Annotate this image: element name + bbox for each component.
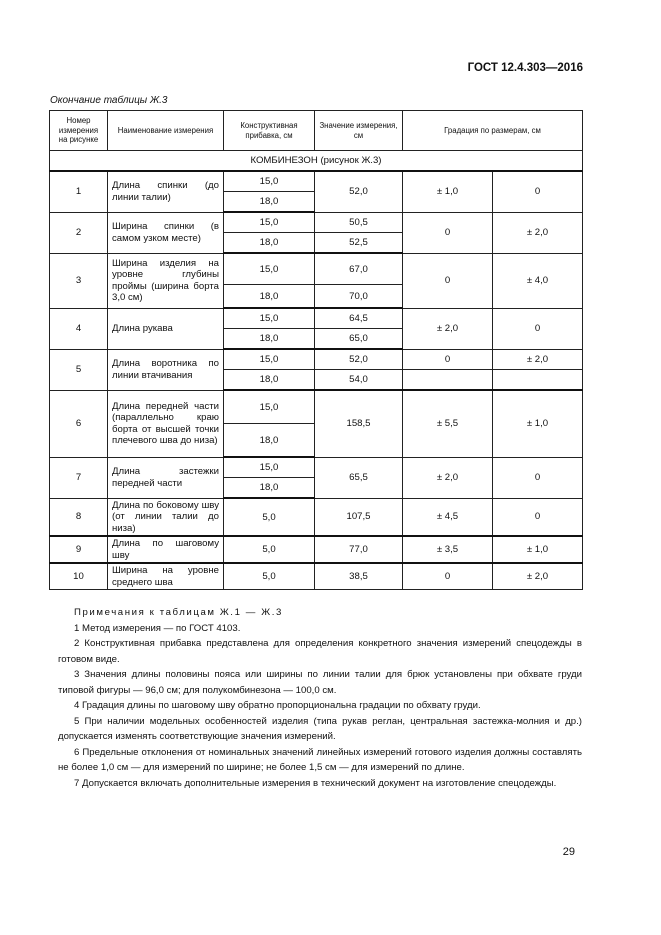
gradation-cell: ± 4,0 xyxy=(493,253,583,308)
measurement-name: Длина по боковому шву (от линии талии до низа) xyxy=(108,498,224,536)
gradation-cell: 0 xyxy=(403,212,493,253)
allowance-cell: 15,0 xyxy=(224,457,315,478)
row-number: 6 xyxy=(50,390,108,457)
row-number: 9 xyxy=(50,536,108,563)
value-cell: 158,5 xyxy=(315,390,403,457)
gradation-cell: ± 2,0 xyxy=(493,563,583,590)
gradation-cell: ± 1,0 xyxy=(403,171,493,212)
allowance-cell: 5,0 xyxy=(224,498,315,536)
note-item: 5 При наличии модельных особенностей изделия (типа рукав реглан, центральная застежка-молния и др.) допускается изменять соответствующие значения измерений. xyxy=(58,715,582,742)
row-number: 2 xyxy=(50,212,108,253)
col-header-allowance: Конструктивная прибавка, см xyxy=(224,111,315,151)
row-number: 7 xyxy=(50,457,108,498)
gradation-cell: ± 1,0 xyxy=(493,536,583,563)
note-item: 3 Значения длины половины пояса или ширины по линии талии для брюк установлены при обхвате груди типовой фигуры — 96,0 см; для полукомбинезона — 100,0 см. xyxy=(58,669,582,696)
value-cell: 65,5 xyxy=(315,457,403,498)
allowance-cell: 5,0 xyxy=(224,536,315,563)
allowance-cell: 15,0 xyxy=(224,349,315,370)
allowance-cell: 18,0 xyxy=(224,478,315,499)
gradation-cell: 0 xyxy=(493,308,583,349)
measurements-table xyxy=(49,110,583,590)
allowance-cell: 15,0 xyxy=(224,253,315,285)
allowance-cell: 18,0 xyxy=(224,285,315,309)
note-item: 4 Градация длины по шаговому шву обратно пропорциональна градации по обхвату груди. xyxy=(74,700,481,711)
gradation-cell: ± 2,0 xyxy=(403,457,493,498)
value-cell: 64,5 xyxy=(315,308,403,329)
note-item: 7 Допускается включать дополнительные измерения в технический документ на изготовление спецодежды. xyxy=(74,777,557,789)
gradation-cell: 0 xyxy=(403,349,493,370)
note-item: 1 Метод измерения — по ГОСТ 4103. xyxy=(74,622,241,634)
allowance-cell: 18,0 xyxy=(224,233,315,254)
gradation-cell: ± 1,0 xyxy=(493,390,583,457)
gradation-cell: 0 xyxy=(493,498,583,536)
table-caption: Окончание таблицы Ж.3 xyxy=(50,95,168,106)
measurement-name: Длина передней части (параллельно краю борта от высшей точки плечевого шва до низа) xyxy=(108,390,224,457)
value-cell: 52,5 xyxy=(315,233,403,254)
value-cell: 52,0 xyxy=(315,349,403,370)
gradation-cell: ± 2,0 xyxy=(493,349,583,370)
row-number: 10 xyxy=(50,563,108,590)
document-code: ГОСТ 12.4.303—2016 xyxy=(467,62,583,74)
value-cell: 107,5 xyxy=(315,498,403,536)
gradation-cell: ± 5,5 xyxy=(403,390,493,457)
note-item: 6 Предельные отклонения от номинальных значений линейных измерений готового изделия должны составлять не более 1,0 см — для измерений по ширине; не более 1,5 см — для измерений по длине. xyxy=(58,746,582,773)
row-number: 8 xyxy=(50,498,108,536)
measurement-name: Длина воротника по линии втачивания xyxy=(108,349,224,390)
allowance-cell: 15,0 xyxy=(224,308,315,329)
gradation-cell-empty xyxy=(403,370,493,391)
col-header-value: Значение измерения, см xyxy=(315,111,403,151)
value-cell: 52,0 xyxy=(315,171,403,212)
gradation-cell: 0 xyxy=(493,171,583,212)
gradation-cell: ± 2,0 xyxy=(403,308,493,349)
value-cell: 70,0 xyxy=(315,285,403,309)
gradation-cell: ± 4,5 xyxy=(403,498,493,536)
value-cell: 67,0 xyxy=(315,253,403,285)
row-number: 1 xyxy=(50,171,108,212)
allowance-cell: 18,0 xyxy=(224,424,315,458)
measurement-name: Ширина на уровне среднего шва xyxy=(108,563,224,590)
measurement-name: Длина по шаговому шву xyxy=(108,536,224,563)
allowance-cell: 5,0 xyxy=(224,563,315,590)
gradation-cell: 0 xyxy=(403,563,493,590)
measurement-name: Ширина спинки (в самом узком месте) xyxy=(108,212,224,253)
value-cell: 38,5 xyxy=(315,563,403,590)
row-number: 4 xyxy=(50,308,108,349)
allowance-cell: 18,0 xyxy=(224,192,315,213)
notes-heading: Примечания к таблицам Ж.1 — Ж.3 xyxy=(74,607,283,618)
measurement-name: Длина застежки передней части xyxy=(108,457,224,498)
allowance-cell: 18,0 xyxy=(224,370,315,391)
allowance-cell: 15,0 xyxy=(224,390,315,424)
value-cell: 50,5 xyxy=(315,212,403,233)
page-number: 29 xyxy=(562,846,575,858)
allowance-cell: 18,0 xyxy=(224,329,315,350)
section-heading: КОМБИНЕЗОН (рисунок Ж.3) xyxy=(50,151,583,172)
measurement-name: Ширина изделия на уровне глубины проймы (ширина борта 3,0 см) xyxy=(108,253,224,308)
measurement-name: Длина спинки (до линии талии) xyxy=(108,171,224,212)
gradation-cell: ± 2,0 xyxy=(493,212,583,253)
gradation-cell-empty xyxy=(493,370,583,391)
col-header-number: Номер измерения на рисунке xyxy=(50,111,108,151)
allowance-cell: 15,0 xyxy=(224,171,315,192)
row-number: 3 xyxy=(50,253,108,308)
gradation-cell: 0 xyxy=(493,457,583,498)
measurement-name: Длина рукава xyxy=(108,308,224,349)
gradation-cell: ± 3,5 xyxy=(403,536,493,563)
allowance-cell: 15,0 xyxy=(224,212,315,233)
gradation-cell: 0 xyxy=(403,253,493,308)
row-number: 5 xyxy=(50,349,108,390)
note-item: 2 Конструктивная прибавка представлена для определения конкретного значения измерений спецодежды в готовом виде. xyxy=(58,638,582,665)
col-header-gradation: Градация по размерам, см xyxy=(403,111,583,151)
col-header-name: Наименование измерения xyxy=(108,111,224,151)
value-cell: 77,0 xyxy=(315,536,403,563)
value-cell: 65,0 xyxy=(315,329,403,350)
value-cell: 54,0 xyxy=(315,370,403,391)
notes-block xyxy=(58,605,582,791)
